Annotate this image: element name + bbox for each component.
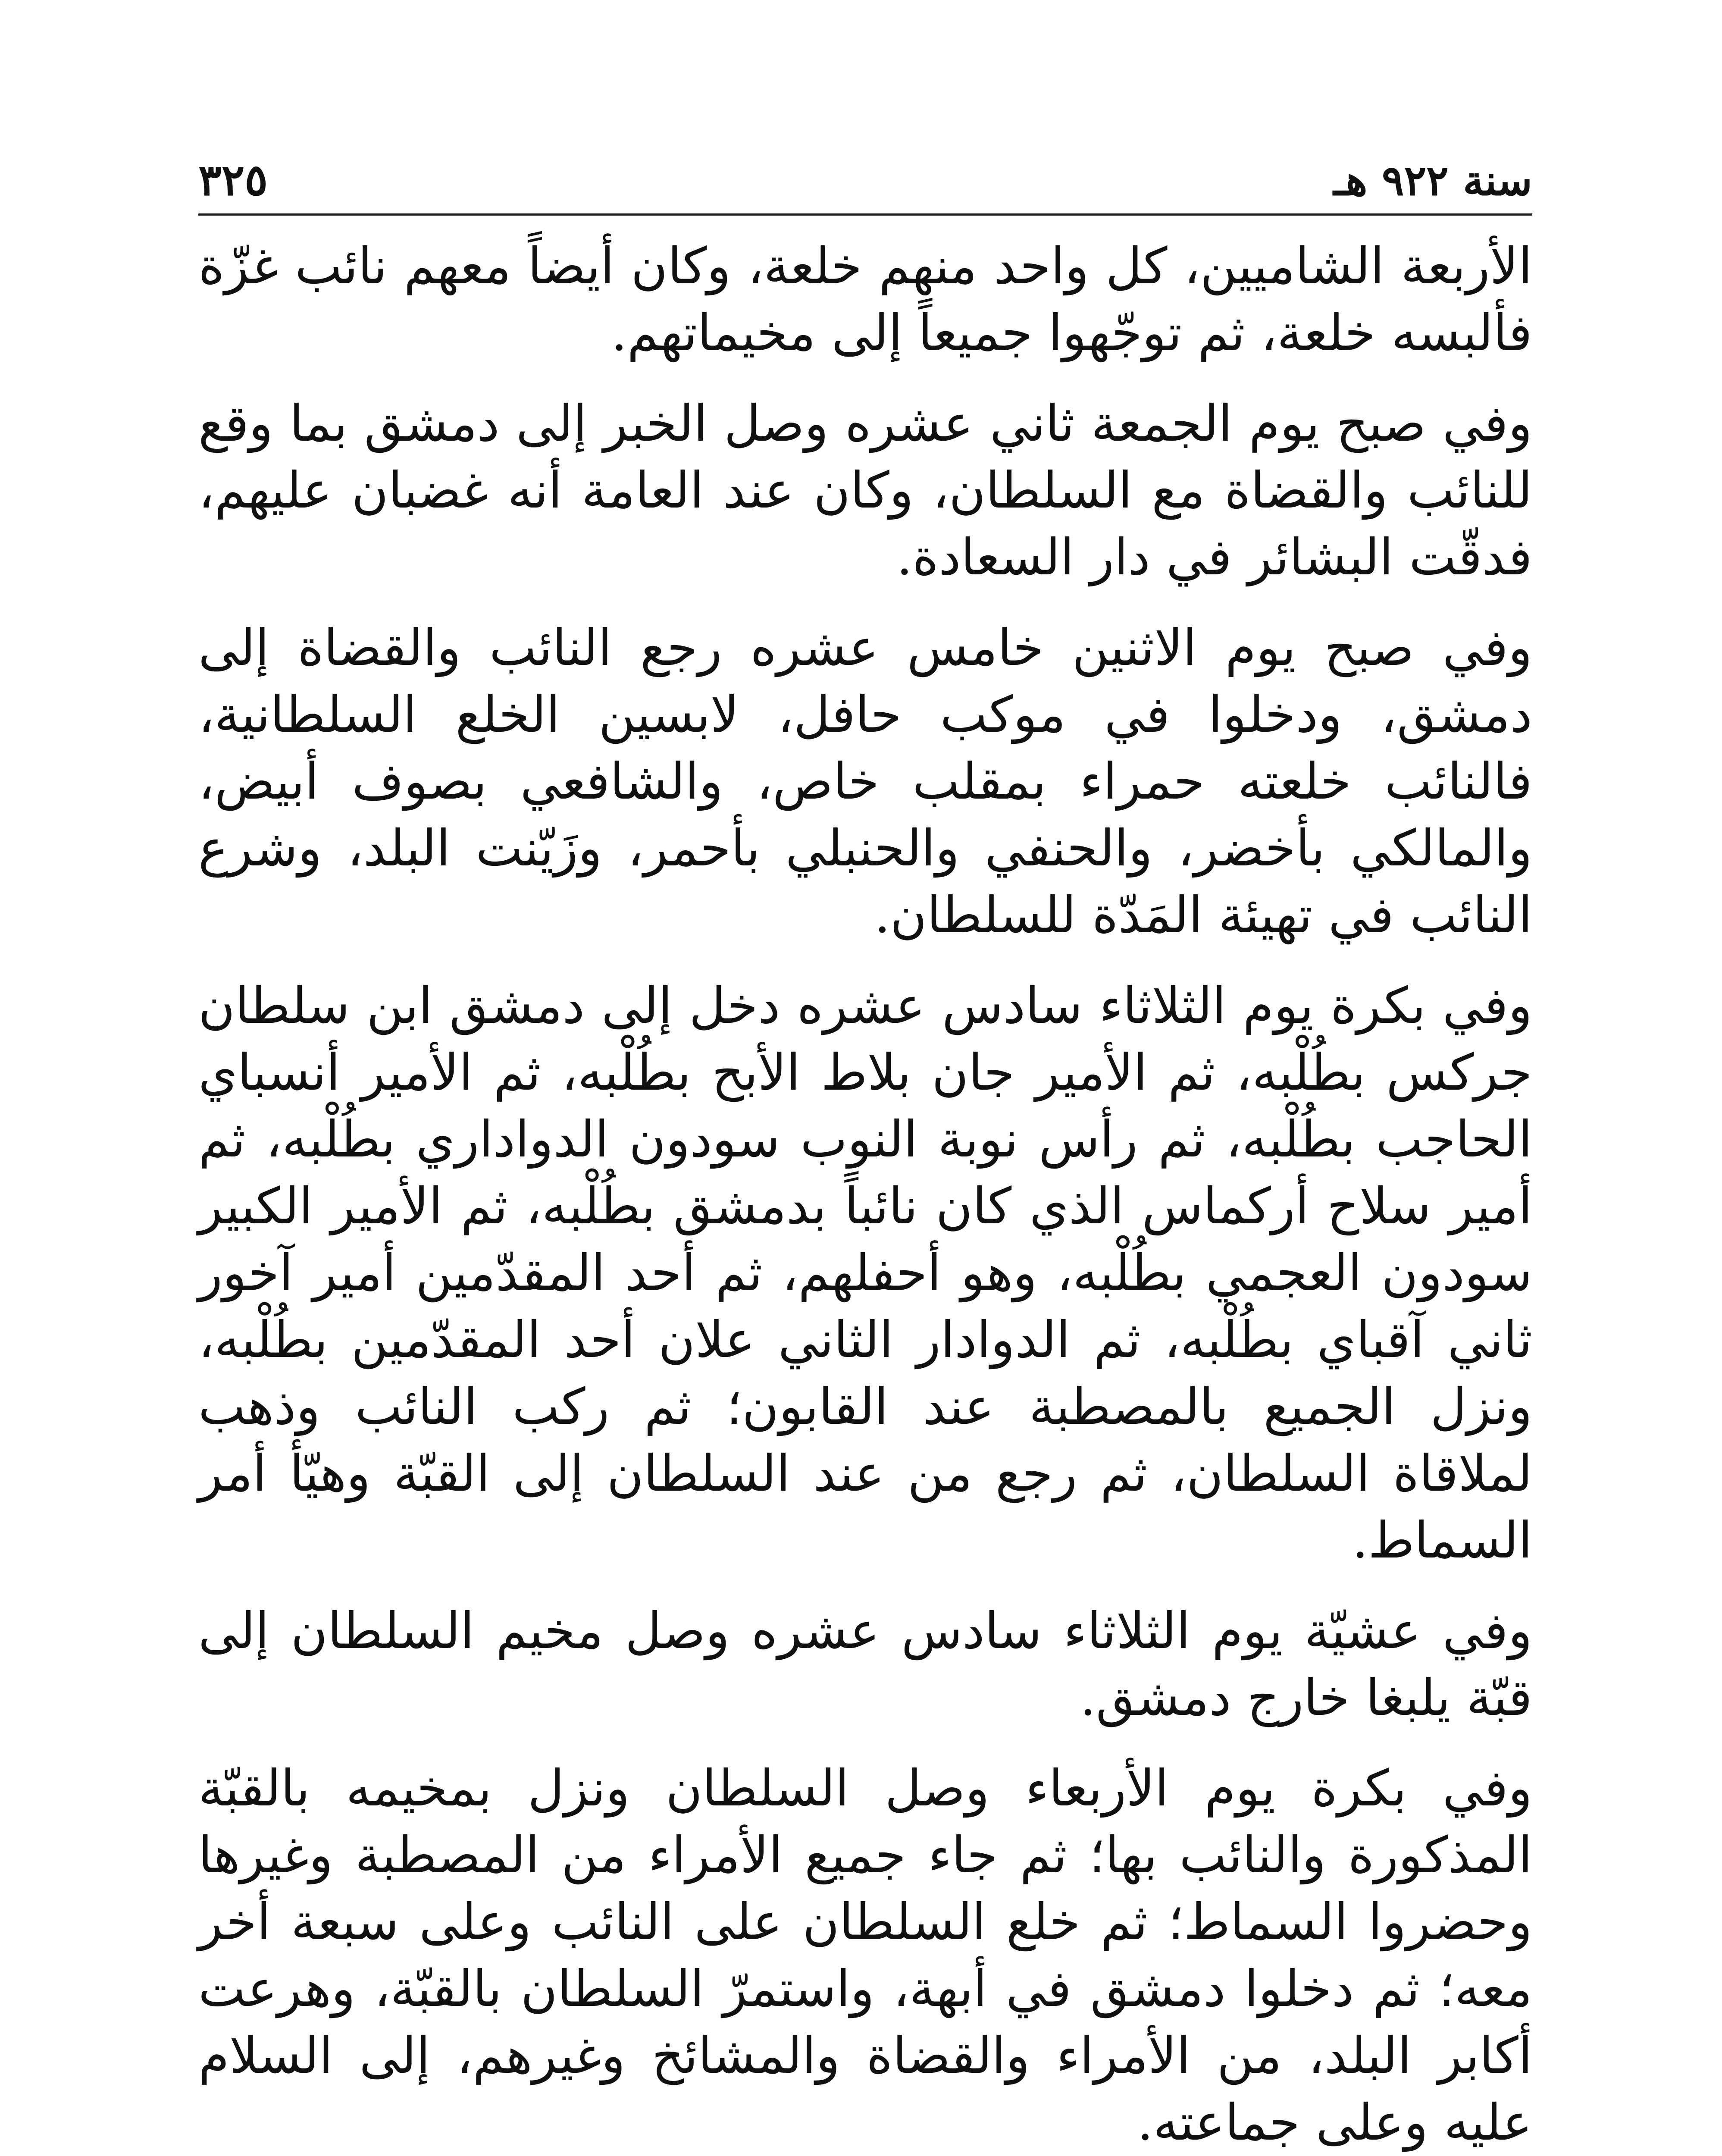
paragraph-5: وفي عشيّة يوم الثلاثاء سادس عشره وصل مخيم السلطان إلى قبّة يلبغا خارج دمشق. [198, 1602, 1532, 1727]
paragraph-4: وفي بكرة يوم الثلاثاء سادس عشره دخل إلى دمشق ابن سلطان جركس بطُلْبه، ثم الأمير جان بلاط الأبح بطُلْبه، ثم الأمير أنسباي الحاجب بطُلْبه، ثم رأس نوبة النوب سودون الدواداري بطُلْبه، ثم أمير سلاح أركماس الذي كان نائباً بدمشق بطُلْبه، ثم الأمير الكبير سودون العجمي بطُلْبه، وهو أحفلهم، ثم أحد المقدّمين أمير آخور ثاني آقباي بطُلْبه، ثم الدوادار الثاني علان أحد المقدّمين بطُلْبه، ونزل الجميع بالمصطبة عند القابون؛ ثم ركب النائب وذهب لملاقاة السلطان، ثم رجع من عند السلطان إلى القبّة وهيّأ أمر السماط. [198, 977, 1532, 1570]
header-year: سنة ٩٢٢ هـ [1333, 156, 1532, 205]
paragraph-2: وفي صبح يوم الجمعة ثاني عشره وصل الخبر إلى دمشق بما وقع للنائب والقضاة مع السلطان، وكان عند العامة أنه غضبان عليهم، فدقّت البشائر في دار السعادة. [198, 395, 1533, 586]
page-body [198, 233, 1532, 2156]
paragraph-3: وفي صبح يوم الاثنين خامس عشره رجع النائب والقضاة إلى دمشق، ودخلوا في موكب حافل، لابسين الخلع السلطانية، فالنائب خلعته حمراء بمقلب خاص، والشافعي بصوف أبيض، والمالكي بأخضر، والحنفي والحنبلي بأحمر، وزَيّنت البلد، وشرع النائب في تهيئة المَدّة للسلطان. [198, 619, 1532, 944]
page-number: ٣٢٥ [198, 154, 268, 205]
paragraph-6: وفي بكرة يوم الأربعاء وصل السلطان ونزل بمخيمه بالقبّة المذكورة والنائب بها؛ ثم جاء جميع الأمراء من المصطبة وغيرها وحضروا السماط؛ ثم خلع السلطان على النائب وعلى سبعة أخر معه؛ ثم دخلوا دمشق في أبهة، واستمرّ السلطان بالقبّة، وهرعت أكابر البلد، من الأمراء والقضاة والمشائخ وغيرهم، إلى السلام عليه وعلى جماعته. [198, 1759, 1532, 2152]
running-header [198, 134, 1532, 216]
paragraph-1: الأربعة الشاميين، كل واحد منهم خلعة، وكان أيضاً معهم نائب غزّة فألبسه خلعة، ثم توجّهوا جميعاً إلى مخيماتهم. [198, 237, 1532, 362]
